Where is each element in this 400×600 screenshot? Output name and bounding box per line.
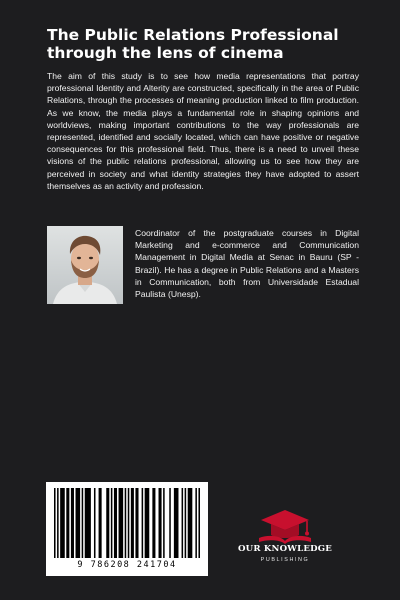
isbn-barcode bbox=[46, 482, 208, 576]
barcode-bar-21 bbox=[159, 488, 162, 558]
barcode-bar-10 bbox=[106, 488, 109, 558]
author-bio: Coordinator of the postgraduate courses in Digital Marketing and e-commerce and Communication Management in Digital Media at Senac in Bauru (SP - Brazil). He has a degree in Public Relations and a Masters in Communication, both from Universidade Estadual Paulista (Unesp). bbox=[135, 228, 359, 300]
barcode-bar-25 bbox=[182, 488, 184, 558]
barcode-bar-27 bbox=[188, 488, 193, 558]
barcode-bar-0 bbox=[54, 488, 56, 558]
barcode-bar-13 bbox=[119, 488, 124, 558]
barcode-bar-4 bbox=[71, 488, 74, 558]
barcode-bar-3 bbox=[66, 488, 69, 558]
barcode-bar-2 bbox=[60, 488, 65, 558]
graduation-cap-icon bbox=[237, 508, 333, 544]
barcode-bar-28 bbox=[195, 488, 197, 558]
barcode-bar-1 bbox=[57, 488, 59, 558]
barcode-bar-8 bbox=[94, 488, 96, 558]
barcode-bar-20 bbox=[152, 488, 155, 558]
barcode-bar-16 bbox=[131, 488, 134, 558]
barcode-bar-17 bbox=[135, 488, 138, 558]
barcode-bar-7 bbox=[85, 488, 91, 558]
barcode-bar-23 bbox=[169, 488, 171, 558]
author-portrait-image bbox=[47, 226, 123, 304]
barcode-bar-29 bbox=[198, 488, 200, 558]
barcode-bar-14 bbox=[125, 488, 127, 558]
barcode-bar-12 bbox=[114, 488, 117, 558]
barcode-bar-9 bbox=[99, 488, 102, 558]
isbn-digits: 9 786208 241704 bbox=[77, 560, 177, 570]
barcode-bar-5 bbox=[76, 488, 81, 558]
barcode-bar-6 bbox=[82, 488, 84, 558]
barcode-bar-24 bbox=[174, 488, 179, 558]
publisher-subtitle: PUBLISHING bbox=[260, 557, 310, 563]
book-abstract: The aim of this study is to see how media representations that portray professional Identity and Alterity are constructed, specifically in the area of Public Relations, through the processes of meaning production linked to film production. As we know, the media plays a fundamental role in shaping opinions and worldviews, making important contributions to the way professionals are represented, identified and socially located, which can have positive or negative consequences for this professional field. Thus, there is a need to unveil these visions of the public relations professional, allowing us to see how they are perceived in society and what identity strategies they have adopted to assert themselves as an activity and profession. bbox=[47, 71, 359, 191]
barcode-bars bbox=[46, 482, 208, 560]
publisher-logo bbox=[237, 508, 333, 568]
barcode-bar-15 bbox=[128, 488, 130, 558]
barcode-bar-19 bbox=[145, 488, 150, 558]
barcode-bar-11 bbox=[111, 488, 113, 558]
barcode-bar-22 bbox=[163, 488, 165, 558]
barcode-bar-26 bbox=[185, 488, 187, 558]
publisher-name: OUR KNOWLEDGE bbox=[237, 544, 333, 554]
author-photo bbox=[47, 226, 123, 304]
barcode-bar-18 bbox=[142, 488, 144, 558]
book-title: The Public Relations Professional through the lens of cinema bbox=[47, 26, 339, 62]
